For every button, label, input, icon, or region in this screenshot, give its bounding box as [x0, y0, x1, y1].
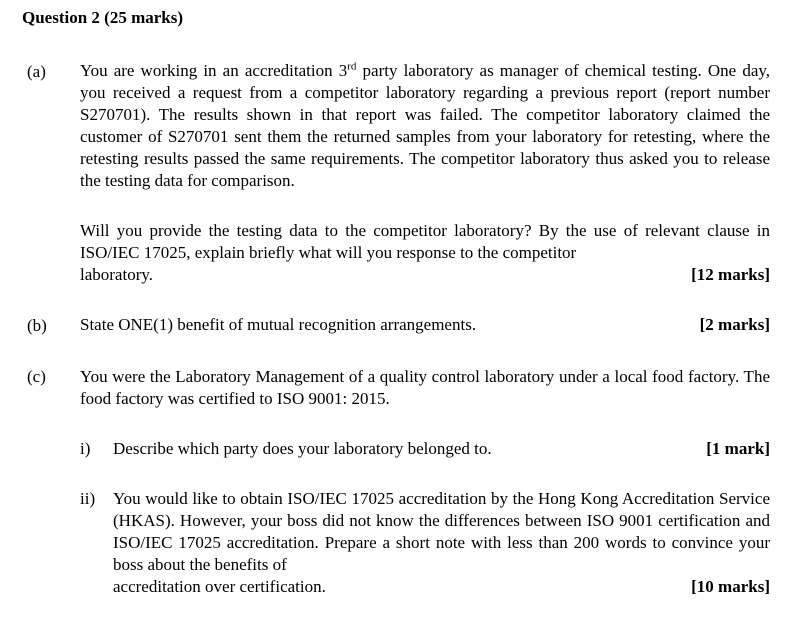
part-c-ii-end: accreditation over certification.: [113, 577, 326, 596]
part-a-question-text: Will you provide the testing data to the competitor laboratory? By the use of relevant clause in ISO/IEC 17025, explain briefly what will you response to the competitor: [80, 221, 770, 262]
part-c-text: You were the Laboratory Management of a quality control laboratory under a local food factory. The food factory was certified to ISO 9001: 2015.: [80, 367, 770, 408]
part-a-marks: [12 marks]: [691, 265, 770, 284]
part-a-question-end: laboratory.: [80, 265, 154, 284]
part-a-scenario: [80, 60, 770, 192]
question-title: Question 2 (25 marks): [22, 8, 184, 27]
part-b-text: State ONE(1) benefit of mutual recognition arrangements.: [80, 315, 477, 334]
part-a-question: [80, 220, 770, 286]
part-c-i-marks: [1 mark]: [706, 439, 770, 458]
part-c-i-label: i): [80, 439, 91, 458]
part-a-scenario-rest: party laboratory as manager of chemical testing. One day, you received a request from a competitor laboratory regarding a previous report (report number S270701). The results shown in that report was failed. The competitor laboratory claimed the customer of S270701 sent them the returned samples from your laboratory for retesting, where the retesting results passed the same requirements. The competitor laboratory thus asked you to release the testing data for comparison.: [80, 61, 771, 190]
part-c-ii-text: [113, 488, 770, 598]
part-c-ii-marks: [10 marks]: [691, 577, 770, 596]
ordinal-suffix: rd: [347, 60, 357, 73]
part-c-label: (c): [27, 367, 46, 386]
part-b-label: (b): [27, 316, 47, 335]
part-c-i-text: Describe which party does your laboratory belonged to.: [113, 439, 492, 458]
part-a-scenario-start: You are working in an accreditation 3: [80, 61, 348, 80]
part-c-i-row: [113, 438, 770, 460]
part-b-marks: [2 marks]: [699, 315, 770, 334]
part-a-label: (a): [27, 62, 46, 81]
part-c-ii-label: ii): [80, 489, 96, 508]
part-b-row: [80, 314, 770, 336]
part-c-ii-body: You would like to obtain ISO/IEC 17025 accreditation by the Hong Kong Accreditation Service (HKAS). However, your boss did not know the differences between ISO 9001 certification and ISO/IEC 17025 accreditation. Prepare a short note with less than 200 words to convince your boss about the benefits of: [113, 489, 770, 574]
